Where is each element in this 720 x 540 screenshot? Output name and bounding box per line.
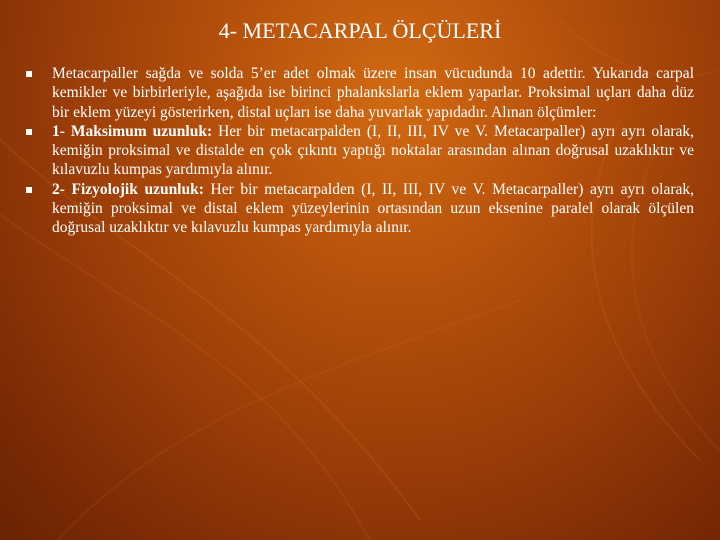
bullet-text: Her bir metacarpalden (I, II, III, IV ve V. Metacarpaller) ayrı ayrı olarak, kemiğin proksimal ve distalde en çok çıkıntı yaptığı noktalar arasından alınan doğrusal uzaklıktır ve kılavuzlu kumpas yardımıyla alınır. [52,122,694,179]
square-bullet-icon [26,71,32,77]
bullet-list [26,64,694,238]
bullet-item [26,64,694,122]
bullet-lead: 1- Maksimum uzunluk: [52,122,213,140]
bullet-item [26,180,694,238]
bullet-text: Her bir metacarpalden (I, II, III, IV ve V. Metacarpaller) ayrı ayrı olarak, kemiğin proksimal ve distal eklem yüzeylerinin ortasından uzun eksenine paralel olarak ölçülen doğrusal uzaklıktır ve kılavuzlu kumpas yardımıyla alınır. [52,180,694,237]
square-bullet-icon [26,187,32,193]
bullet-lead: 2- Fizyolojik uzunluk: [52,180,204,198]
bullet-text: Metacarpaller sağda ve solda 5’er adet olmak üzere insan vücudunda 10 adettir. Yukarıda carpal kemikler ve birbirleriyle, aşağıda ise birinci phalankslarla eklem yaparlar. Proksimal uçları daha düz bir eklem yüzeyi gösterirken, distal uçları ise daha yuvarlak yapıdadır. Alınan ölçümler: [52,65,694,121]
square-bullet-icon [26,129,32,135]
slide-title: 4- METACARPAL ÖLÇÜLERİ [218,18,502,43]
bullet-item [26,122,694,180]
